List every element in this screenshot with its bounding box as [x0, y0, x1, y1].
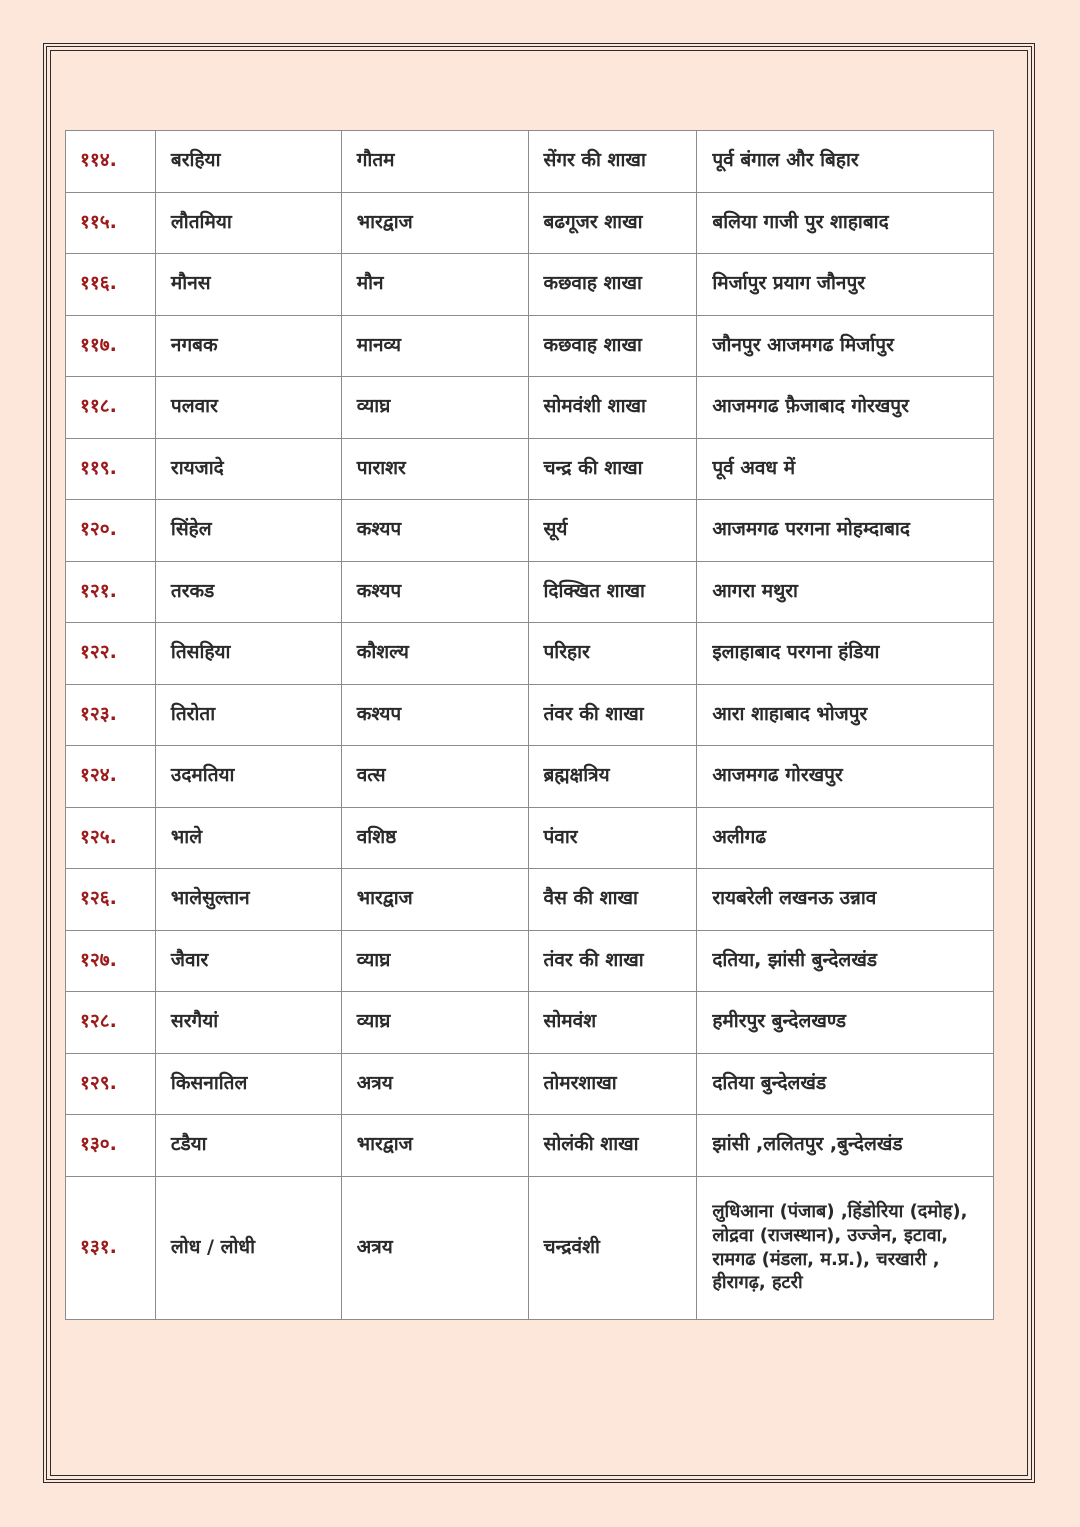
row-number: १३१. — [66, 1176, 156, 1319]
branch: सेंगर की शाखा — [528, 131, 697, 193]
clan-name: भालेसुल्तान — [155, 869, 341, 931]
gotra: कश्यप — [341, 561, 528, 623]
region: मिर्जापुर प्रयाग जौनपुर — [697, 254, 994, 316]
branch: तंवर की शाखा — [528, 930, 697, 992]
region: आजमगढ फ़ैजाबाद गोरखपुर — [697, 377, 994, 439]
branch: सोमवंश — [528, 992, 697, 1054]
clan-name: तिसहिया — [155, 623, 341, 685]
gotra: भारद्वाज — [341, 869, 528, 931]
branch: सोमवंशी शाखा — [528, 377, 697, 439]
table-row — [66, 377, 994, 439]
branch: वैस की शाखा — [528, 869, 697, 931]
region: आजमगढ परगना मोहम्दाबाद — [697, 500, 994, 562]
table-row — [66, 930, 994, 992]
clan-name: सिंहेल — [155, 500, 341, 562]
gotra: कश्यप — [341, 500, 528, 562]
clan-name: नगबक — [155, 315, 341, 377]
gotra: कौशल्य — [341, 623, 528, 685]
region: आजमगढ गोरखपुर — [697, 746, 994, 808]
table-row — [66, 131, 994, 193]
table-row — [66, 869, 994, 931]
region: झांसी ,ललितपुर ,बुन्देलखंड — [697, 1115, 994, 1177]
table-row — [66, 807, 994, 869]
region: अलीगढ — [697, 807, 994, 869]
branch: कछवाह शाखा — [528, 315, 697, 377]
row-number: १२२. — [66, 623, 156, 685]
gotra: मौन — [341, 254, 528, 316]
clan-name: बरहिया — [155, 131, 341, 193]
table-row — [66, 254, 994, 316]
region: हमीरपुर बुन्देलखण्ड — [697, 992, 994, 1054]
table-row — [66, 1176, 994, 1319]
region: रायबरेली लखनऊ उन्नाव — [697, 869, 994, 931]
table-row — [66, 1115, 994, 1177]
row-number: ११६. — [66, 254, 156, 316]
row-number: ११४. — [66, 131, 156, 193]
branch: कछवाह शाखा — [528, 254, 697, 316]
region: आरा शाहाबाद भोजपुर — [697, 684, 994, 746]
clan-name: पलवार — [155, 377, 341, 439]
branch: ब्रह्मक्षत्रिय — [528, 746, 697, 808]
region: पूर्व अवध में — [697, 438, 994, 500]
clan-name: तरकड — [155, 561, 341, 623]
gotra: भारद्वाज — [341, 192, 528, 254]
branch: सोलंकी शाखा — [528, 1115, 697, 1177]
clan-name: भाले — [155, 807, 341, 869]
clan-name: उदमतिया — [155, 746, 341, 808]
gotra: वत्स — [341, 746, 528, 808]
row-number: १२०. — [66, 500, 156, 562]
gotra: गौतम — [341, 131, 528, 193]
table-row — [66, 438, 994, 500]
branch: सूर्य — [528, 500, 697, 562]
clan-name: मौनस — [155, 254, 341, 316]
gotra: व्याघ्र — [341, 992, 528, 1054]
clan-name: सरगैयां — [155, 992, 341, 1054]
table-row — [66, 992, 994, 1054]
branch: बढगूजर शाखा — [528, 192, 697, 254]
clan-name: लौतमिया — [155, 192, 341, 254]
table-row — [66, 1053, 994, 1115]
clan-name: जैवार — [155, 930, 341, 992]
branch: चन्द्र की शाखा — [528, 438, 697, 500]
region: पूर्व बंगाल और बिहार — [697, 131, 994, 193]
clan-name: लोध / लोधी — [155, 1176, 341, 1319]
branch: दिक्खित शाखा — [528, 561, 697, 623]
gotra: भारद्वाज — [341, 1115, 528, 1177]
row-number: ११८. — [66, 377, 156, 439]
row-number: ११७. — [66, 315, 156, 377]
region: आगरा मथुरा — [697, 561, 994, 623]
table-row — [66, 315, 994, 377]
region: लुधिआना (पंजाब) ,हिंडोरिया (दमोह), लोद्रवा (राजस्थान), उज्जेन, इटावा, रामगढ (मंडला, म.प्र.), चरखारी , हीरागढ़, हटरी — [697, 1176, 994, 1319]
gotra: अत्रय — [341, 1053, 528, 1115]
clan-name: किसनातिल — [155, 1053, 341, 1115]
branch: चन्द्रवंशी — [528, 1176, 697, 1319]
row-number: १३०. — [66, 1115, 156, 1177]
region: दतिया बुन्देलखंड — [697, 1053, 994, 1115]
gotra: अत्रय — [341, 1176, 528, 1319]
gotra: कश्यप — [341, 684, 528, 746]
branch: तंवर की शाखा — [528, 684, 697, 746]
region: बलिया गाजी पुर शाहाबाद — [697, 192, 994, 254]
gotra: वशिष्ठ — [341, 807, 528, 869]
table-row — [66, 623, 994, 685]
row-number: १२७. — [66, 930, 156, 992]
row-number: १२६. — [66, 869, 156, 931]
table-row — [66, 192, 994, 254]
branch: पंवार — [528, 807, 697, 869]
region: दतिया, झांसी बुन्देलखंड — [697, 930, 994, 992]
region: जौनपुर आजमगढ मिर्जापुर — [697, 315, 994, 377]
gotra: मानव्य — [341, 315, 528, 377]
gotra: पाराशर — [341, 438, 528, 500]
row-number: १२८. — [66, 992, 156, 1054]
row-number: ११५. — [66, 192, 156, 254]
region: इलाहाबाद परगना हंडिया — [697, 623, 994, 685]
row-number: १२४. — [66, 746, 156, 808]
row-number: १२५. — [66, 807, 156, 869]
table-row — [66, 746, 994, 808]
branch: तोमरशाखा — [528, 1053, 697, 1115]
caste-table — [65, 130, 994, 1320]
row-number: १२१. — [66, 561, 156, 623]
gotra: व्याघ्र — [341, 930, 528, 992]
clan-name: टडैया — [155, 1115, 341, 1177]
row-number: ११९. — [66, 438, 156, 500]
clan-name: रायजादे — [155, 438, 341, 500]
branch: परिहार — [528, 623, 697, 685]
clan-name: तिरोता — [155, 684, 341, 746]
table-row — [66, 561, 994, 623]
row-number: १२९. — [66, 1053, 156, 1115]
table-row — [66, 500, 994, 562]
gotra: व्याघ्र — [341, 377, 528, 439]
table-row — [66, 684, 994, 746]
row-number: १२३. — [66, 684, 156, 746]
